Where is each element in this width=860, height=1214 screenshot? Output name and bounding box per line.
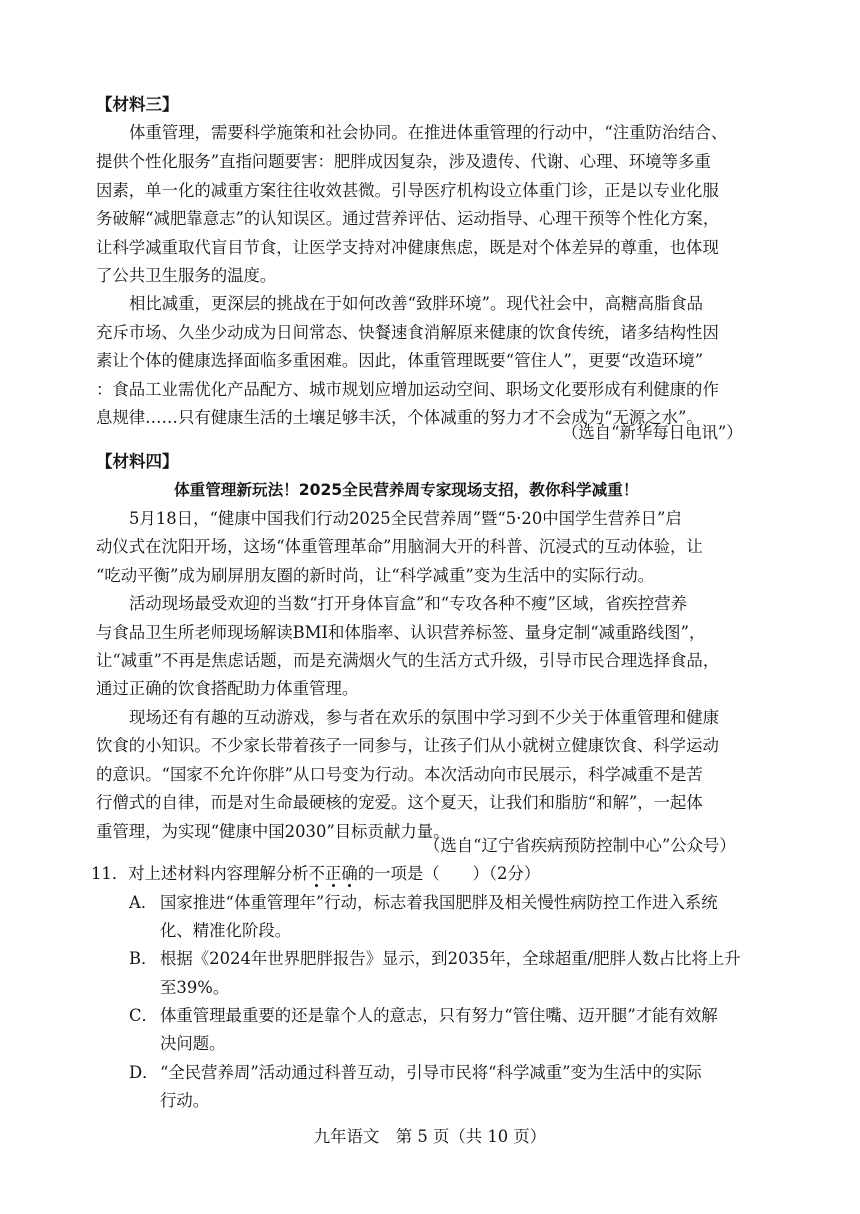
option-text-line: 至39%。	[160, 978, 230, 997]
material3-para1-line: 提供个性化服务”直指问题要害：肥胖成因复杂，涉及遗传、代谢、心理、环境等多重	[96, 152, 711, 171]
option-label: A．	[129, 893, 158, 912]
option-label: D．	[129, 1063, 159, 1082]
material4-para1-line: “吃动平衡”成为刷屏朋友圈的新时尚，让“科学减重”变为生活中的实际行动。	[96, 566, 655, 585]
question-number: 11．	[91, 864, 129, 883]
material3-para2-line: 充斥市场、久坐少动成为日间常态、快餐速食消解原来健康的饮食传统，诸多结构性因	[96, 323, 719, 342]
material3-para1-line: 因素，单一化的减重方案往往收效甚微。引导医疗机构设立体重门诊，正是以专业化服	[96, 181, 719, 200]
question-stem-before: 对上述材料内容理解分析	[128, 864, 309, 883]
material3-para1-line: 让科学减重取代盲目节食，让医学支持对冲健康焦虑，既是对个体差异的尊重，也体现	[96, 238, 719, 257]
option-text-line: 根据《2024年世界肥胖报告》显示，到2035年，全球超重/肥胖人数占比将上升	[160, 949, 741, 968]
option-text-line: 行动。	[160, 1091, 210, 1110]
material3-para1-line: 务破解“减肥靠意志”的认知误区。通过营养评估、运动指导、心理干预等个性化方案，	[96, 209, 720, 228]
option-text-line: “全民营养周”活动通过科普互动，引导市民将“科学减重”变为生活中的实际	[160, 1063, 702, 1082]
option-text-line: 化、精准化阶段。	[160, 921, 292, 940]
material4-para2-line: 活动现场最受欢迎的当数“打开身体盲盒”和“专攻各种不瘦”区域，省疾控营养	[129, 594, 688, 613]
emphasis-char: 不	[308, 864, 325, 883]
material3-para1-line: 体重管理，需要科学施策和社会协同。在推进体重管理的行动中，“注重防治结合、	[129, 123, 728, 142]
emphasis-char: 正	[324, 864, 342, 883]
material3-source: （选自“新华每日电讯”）	[562, 423, 743, 442]
option-text-line: 体重管理最重要的还是靠个人的意志，只有努力“管住嘴、迈开腿”才能有效解	[160, 1006, 718, 1025]
material3-para2-line: 相比减重，更深层的挑战在于如何改善“致胖环境”。现代社会中，高糖高脂食品	[129, 294, 704, 313]
material4-para2-line: 让“减重”不再是焦虑话题，而是充满烟火气的生活方式升级，引导市民合理选择食品，	[96, 651, 720, 670]
material4-para3-line: 重管理，为实现“健康中国2030”目标贡献力量。	[96, 822, 450, 841]
material4-para3-line: 现场还有有趣的互动游戏，参与者在欢乐的氛围中学习到不少关于体重管理和健康	[129, 708, 720, 727]
material3-para1-line: 了公共卫生服务的温度。	[96, 266, 277, 285]
material4-source: （选自“辽宁省疾病预防控制中心”公众号）	[424, 836, 736, 855]
page-footer: 九年语文 第 5 页（共 10 页）	[313, 1127, 547, 1146]
material3-header: 【材料三】	[96, 95, 179, 114]
material4-para3-line: 饮食的小知识。不少家长带着孩子一同参与，让孩子们从小就树立健康饮食、科学运动	[96, 736, 719, 755]
emphasis-char: 确	[341, 864, 358, 883]
option-label: B．	[129, 949, 158, 968]
option-text-line: 决问题。	[160, 1034, 226, 1053]
material4-title: 体重管理新玩法！2025全民营养周专家现场支招，教你科学减重！	[174, 481, 639, 499]
material4-para3-line: 行僧式的自律，而是对生命最硬核的宠爱。这个夏天，让我们和脂肪“和解”，一起体	[96, 793, 703, 812]
option-label: C．	[129, 1006, 158, 1025]
question-11-stem	[91, 861, 540, 887]
option-text-line: 国家推进“体重管理年”行动，标志着我国肥胖及相关慢性病防控工作进入系统	[160, 893, 718, 912]
material4-para1-line: 5月18日，“健康中国我们行动2025全民营养周”暨“5·20中国学生营养日”启	[129, 509, 682, 528]
material4-para2-line: 通过正确的饮食搭配助力体重管理。	[96, 679, 359, 698]
material3-para2-line: 息规律……只有健康生活的土壤足够丰沃，个体减重的努力才不会成为“无源之水”。	[96, 408, 703, 427]
material3-para2-line: ：食品工业需优化产品配方、城市规划应增加运动空间、职场文化要形成有利健康的作	[96, 380, 719, 399]
material4-para2-line: 与食品卫生所老师现场解读BMI和体脂率、认识营养标签、量身定制“减重路线图”，	[96, 623, 706, 642]
material4-para3-line: 的意识。“国家不允许你胖”从口号变为行动。本次活动向市民展示，科学减重不是苦	[96, 765, 703, 784]
material3-para2-line: 素让个体的健康选择面临多重困难。因此，体重管理既要“管住人”，更要“改造环境”	[96, 351, 704, 370]
material4-header: 【材料四】	[96, 452, 179, 471]
question-stem-after: 的一项是（ ）（2分）	[357, 864, 541, 883]
material4-para1-line: 动仪式在沈阳开场，这场“体重管理革命”用脑洞大开的科普、沉浸式的互动体验，让	[96, 537, 703, 556]
